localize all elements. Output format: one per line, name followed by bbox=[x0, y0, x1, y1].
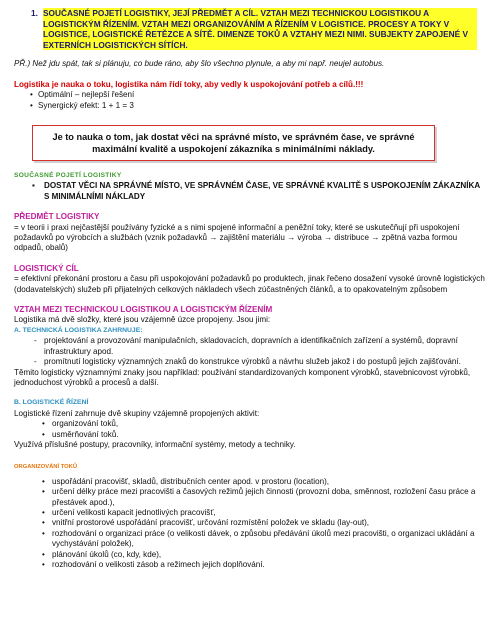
list-item: • určení velikosti kapacit jednotlivých pracovišť, bbox=[10, 508, 485, 518]
relation-intro: Logistika má dvě složky, které jsou vzájemně úzce propojeny. Jsou jimi: bbox=[14, 315, 271, 325]
current-concept-title: SOUČASNÉ POJETÍ LOGISTIKY bbox=[14, 172, 122, 179]
logistics-management-title: B. LOGISTICKÉ ŘÍZENÍ bbox=[14, 399, 89, 407]
subject-title: PŘEDMĚT LOGISTIKY bbox=[14, 212, 100, 222]
list-item: • usměrňování toků. bbox=[10, 430, 485, 440]
list-item: • rozhodování o velikosti zásob a režimech jejich doplňování. bbox=[10, 560, 485, 570]
technical-logistics-after: Těmito logisticky významnými znaky jsou například: používání standardizovaných komponent výrobků, stavebnicovost výrobků, jednoduchost výrobků a procesů a další. bbox=[14, 367, 471, 387]
organizing-flows-title: ORGANIZOVÁNÍ TOKŮ bbox=[14, 464, 78, 471]
goal-text: = efektivní překonání prostoru a času při uspokojování požadavků po produktech, jinak řečeno dosažení vysoké úrovně logistických (dodavatelských) služeb při přijatelných celkových nákladech všech zúčastněných článků, a to opakovatelným způsobem bbox=[14, 274, 485, 294]
logistics-management-after: Využívá příslušné postupy, pracovníky, informační systémy, metody a techniky. bbox=[14, 439, 296, 449]
logistics-definition: Logistika je nauka o toku, logistika nám řídí toky, aby vedly k uspokojování potřeb a cílů.!!! bbox=[14, 79, 364, 89]
logistics-management-list bbox=[10, 419, 485, 440]
organizing-flows-list bbox=[10, 477, 485, 571]
current-concept-bullet: ▪ DOSTAT VĚCI NA SPRÁVNÉ MÍSTO, VE SPRÁVNÉM ČASE, VE SPRÁVNÉ KVALITĚ S USPOKOJENÍM ZÁKAZNÍKA S MINIMÁLNÍMI NÁKLADY bbox=[10, 181, 485, 202]
chapter-title: SOUČASNÉ POJETÍ LOGISTIKY, JEJÍ PŘEDMĚT A CÍL. VZTAH MEZI TECHNICKOU LOGISTIKOU A LOGISTICKÝM ŘÍZENÍM. VZTAH MEZI ORGANIZOVÁNÍM A ŘÍZENÍM V LOGISTICE. PROCESY A TOKY V LOGISTICE, LOGISTICKÉ ŘETĚZCE A SÍTĚ. DIMENZE TOKŮ A VZTAHY MEZI NIMI. SUBJEKTY ZAPOJENÉ V EXTERNÍCH LOGISTICKÝCH SÍTÍCH. bbox=[43, 8, 477, 50]
list-item: • určení délky práce mezi pracovišti a časových režimů jejich činnosti (provozní doba, směnnost, rozložení času práce a přestávek apod.), bbox=[10, 487, 485, 508]
list-item: • rozhodování o organizaci práce (o velikosti dávek, o způsobu předávání úkolů mezi pracovišti, o organizaci ukládání a vychystávání položek), bbox=[10, 529, 485, 550]
list-item: - projektování a provozování manipulačních, skladovacích, dopravních a identifikačních zařízení a systémů, dopravní infrastruktury apod. bbox=[10, 336, 485, 357]
logistics-management-intro: Logistické řízení zahrnuje dvě skupiny vzájemně propojených aktivit: bbox=[14, 408, 260, 418]
list-item: • plánování úkolů (co, kdy, kde), bbox=[10, 550, 485, 560]
chapter-heading bbox=[10, 8, 477, 50]
technical-logistics-title: A. TECHNICKÁ LOGISTIKA ZAHRNUJE: bbox=[14, 326, 143, 334]
example-note: PŘ.) Než jdu spát, tak si plánuju, co bude ráno, aby šlo všechno plynule, a aby mi např. neujel autobus. bbox=[14, 59, 385, 69]
list-item: • Synergický efekt: 1 + 1 = 3 bbox=[10, 101, 485, 111]
list-item: • uspořádání pracovišť, skladů, distribučních center apod. v prostoru (location), bbox=[10, 477, 485, 487]
definition-bullets bbox=[10, 90, 485, 111]
list-item: • organizování toků, bbox=[10, 419, 485, 429]
definition-box: Je to nauka o tom, jak dostat věci na správné místo, ve správném čase, ve správné maximální kvalitě a uspokojení zákazníka s minimálními náklady. bbox=[32, 125, 435, 161]
list-item: • Optimální – nejlepší řešení bbox=[10, 90, 485, 100]
goal-title: LOGISTICKÝ CÍL bbox=[14, 263, 79, 273]
technical-logistics-list bbox=[10, 336, 485, 367]
list-item: - promítnutí logisticky významných znaků do konstrukce výrobků a návrhu služeb jakož i do postupů jejich zajišťování. bbox=[10, 357, 485, 367]
list-item: • vnitřní prostorové uspořádání pracovišť, určování rozmístění položek ve skladu (lay-out), bbox=[10, 518, 485, 528]
relation-title: VZTAH MEZI TECHNICKOU LOGISTIKOU A LOGISTICKÝM ŘÍZENÍM bbox=[14, 305, 273, 315]
chapter-number: 1. bbox=[31, 8, 38, 18]
subject-text: = v teorii i praxi nejčastější používány fyzické a s nimi spojené informační a peněžní toky, které se uskutečňují při uspokojení požadavků po výrobcích a službách (vznik požadavků → zajištění materiálu → výroba → distribuce → zpětná vazba formou odpadů, obalů) bbox=[14, 222, 460, 253]
